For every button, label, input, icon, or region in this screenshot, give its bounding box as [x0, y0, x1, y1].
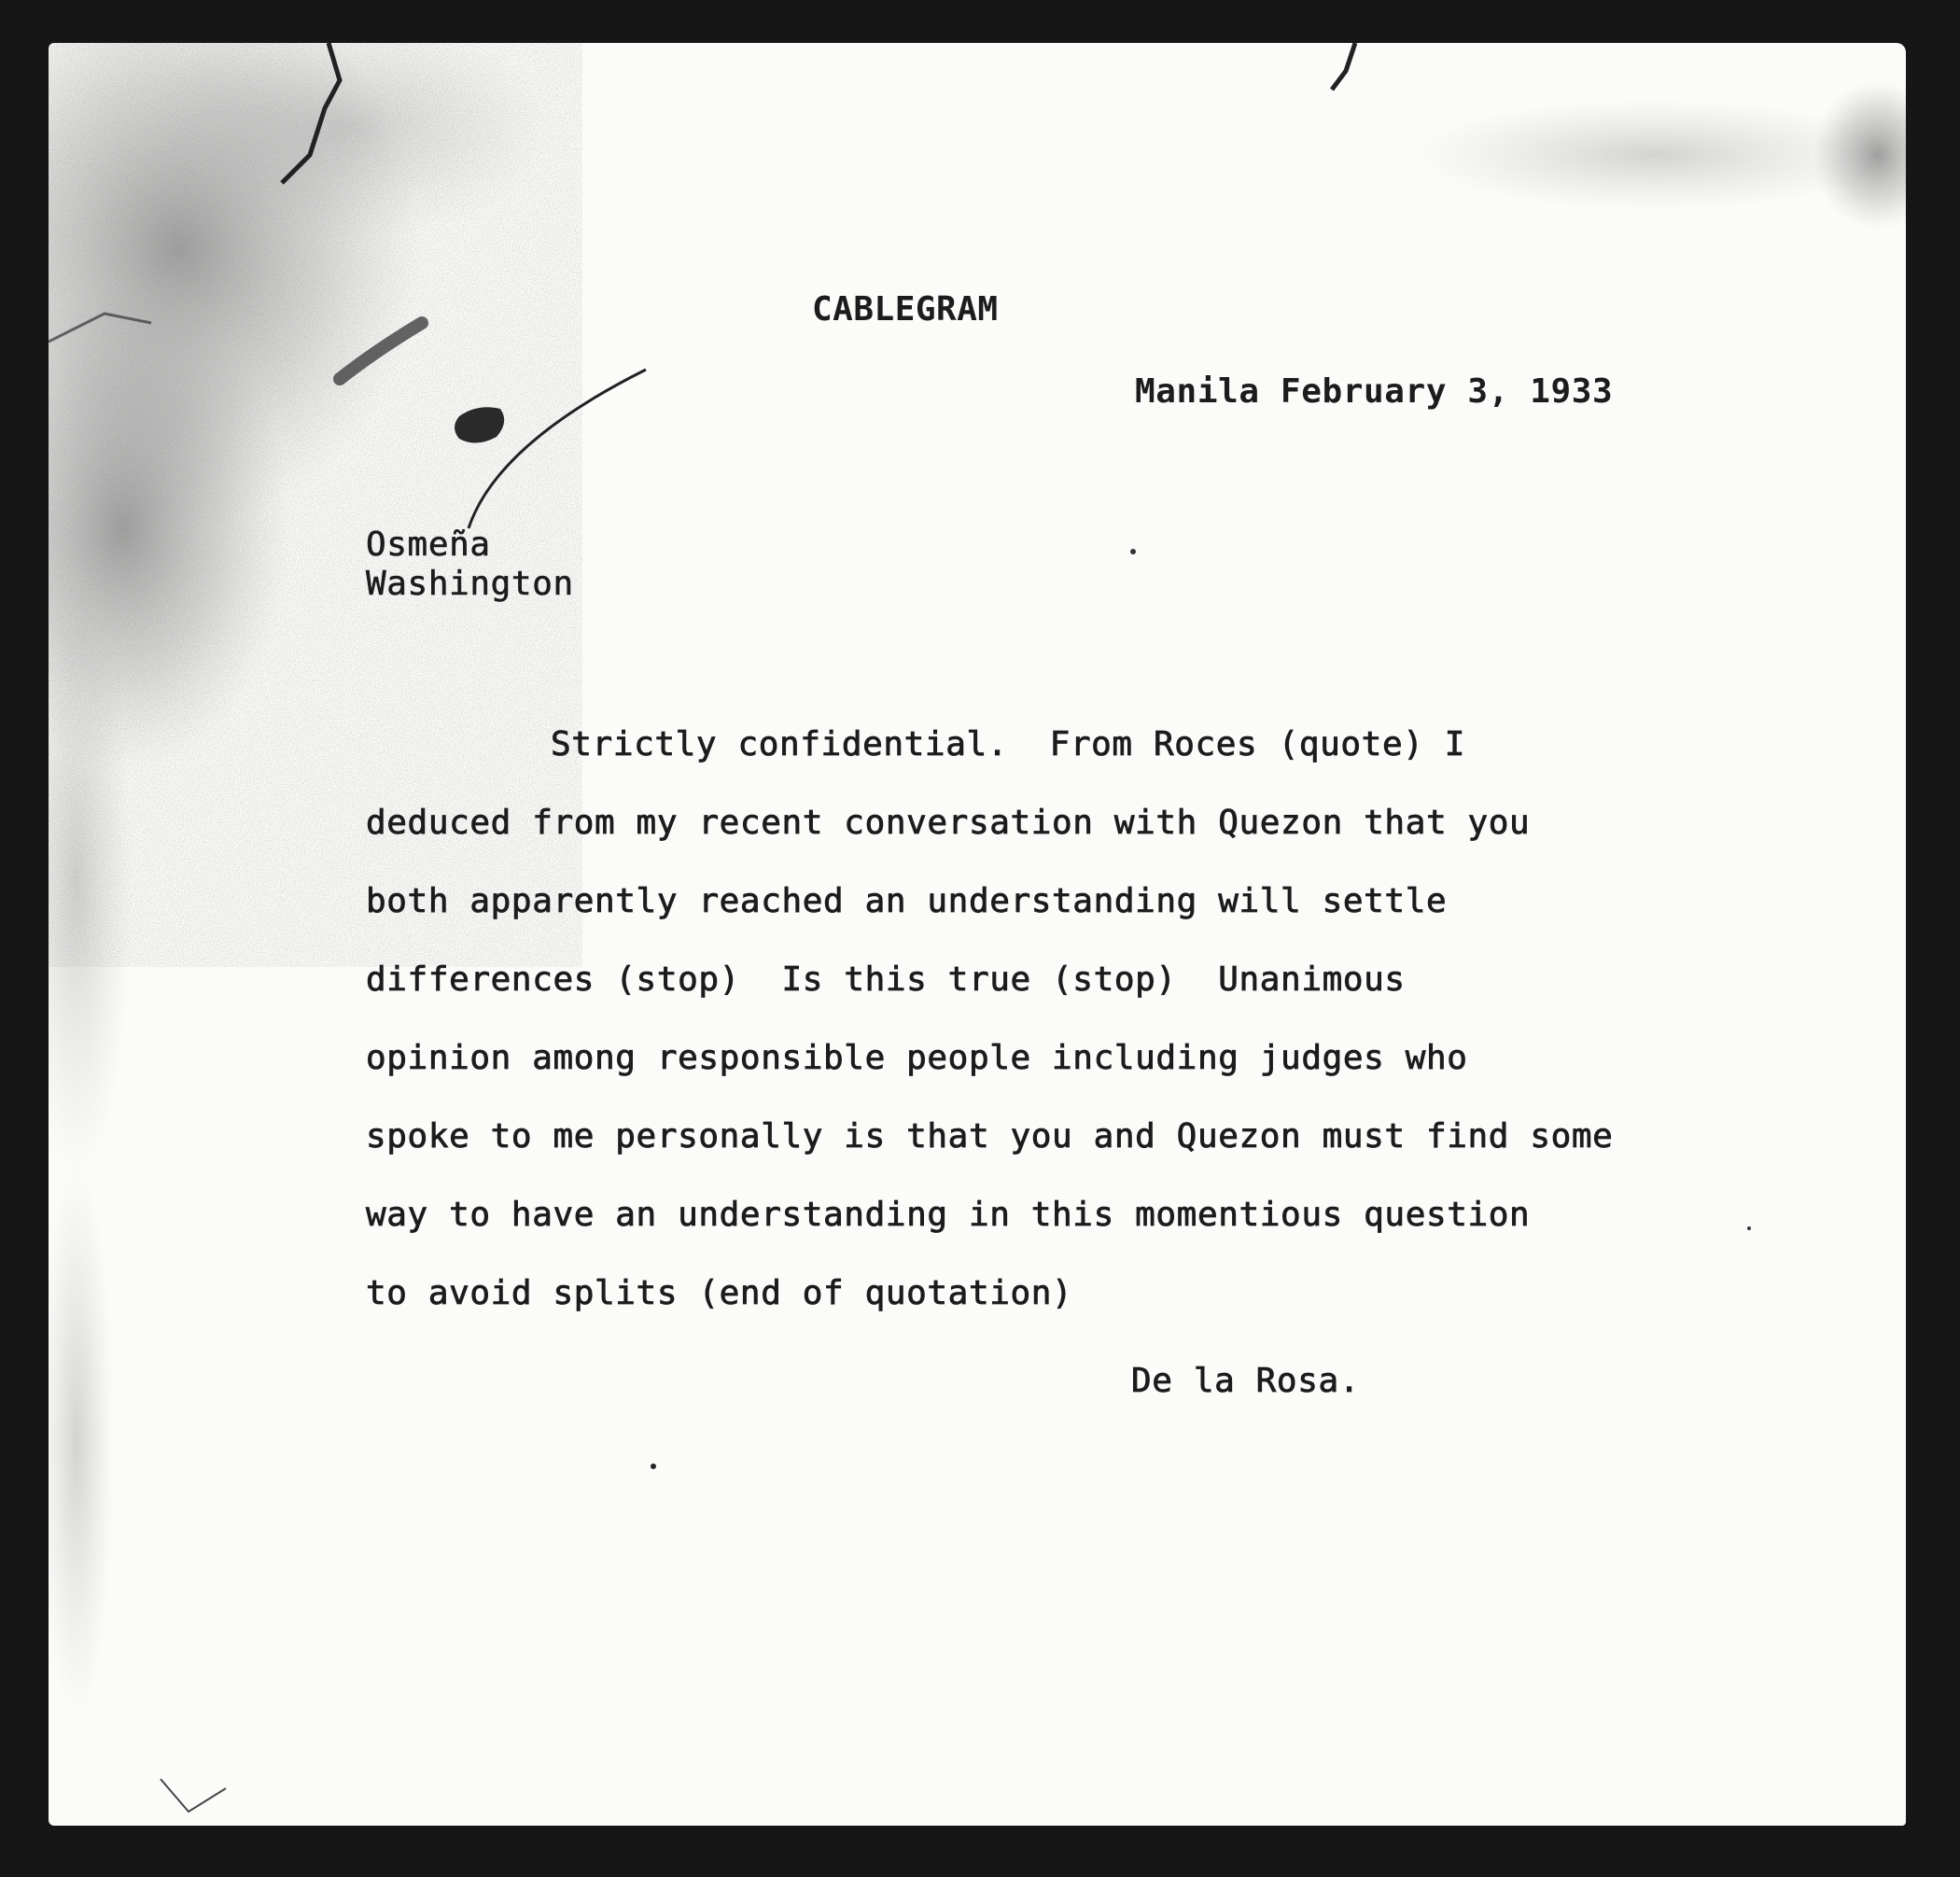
dateline: Manila February 3, 1933: [1135, 372, 1614, 411]
body-line: to avoid splits (end of quotation): [366, 1274, 1073, 1312]
body-line: deduced from my recent conversation with Quezon that you: [366, 804, 1531, 842]
body-line: Strictly confidential. From Roces (quote) I: [551, 725, 1466, 763]
body-line: spoke to me personally is that you and Quezon must find some: [366, 1117, 1614, 1156]
body-line: differences (stop) Is this true (stop) Unanimous: [366, 960, 1406, 999]
body-line: opinion among responsible people including judges who: [366, 1039, 1468, 1077]
cablegram-page: [49, 43, 1906, 1826]
addressee-location: Washington: [366, 565, 574, 603]
signature: De la Rosa.: [1131, 1362, 1361, 1400]
addressee-name: Osmeña: [366, 525, 491, 564]
body-line: both apparently reached an understanding will settle: [366, 882, 1448, 920]
document-title: CABLEGRAM: [812, 290, 999, 329]
body-line: way to have an understanding in this momentious question: [366, 1196, 1531, 1234]
